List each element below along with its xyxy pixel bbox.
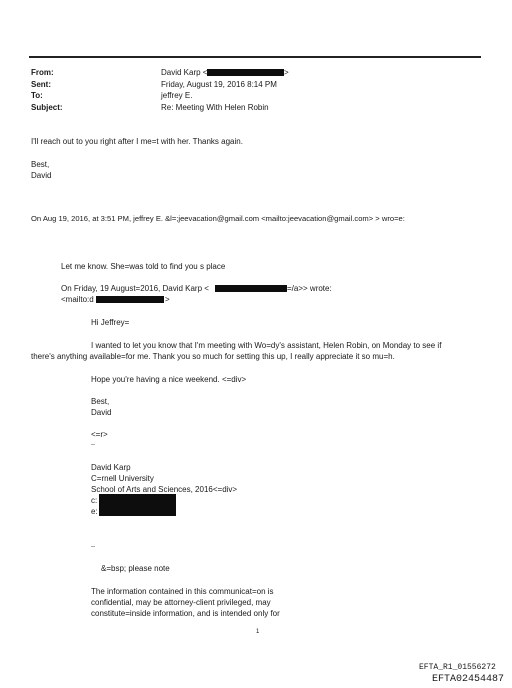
inner-quote-line2: <mailto:d — [61, 295, 94, 304]
from-label: From: — [31, 68, 54, 77]
body-paragraph-line1: I wanted to let you know that I'm meeting with Wo=dy's assistant, Helen Robin, on Monday to see if — [91, 341, 442, 350]
signature-school: School of Arts and Sciences, 2016<=div> — [91, 485, 238, 494]
quote-intro: On Aug 19, 2016, at 3:51 PM, jeffrey E. &l=;jeevacation@gmail.com <mailto:jeevacation@gmail.com> > wro=e: — [31, 214, 405, 223]
weekend-line: Hope you're having a nice weekend. <=div> — [91, 375, 247, 384]
signature-separator: -- — [91, 544, 95, 550]
signature-university: C=rnell University — [91, 474, 154, 483]
sent-value: Friday, August 19, 2016 8:14 PM — [161, 80, 277, 89]
header-divider — [29, 56, 481, 58]
to-label: To: — [31, 91, 43, 100]
reply-signature: David — [31, 171, 52, 180]
body-paragraph-line2: there's anything available=for me. Thank you so much for setting this up, I really appreciate it so mu=h. — [31, 352, 395, 361]
reply-line: I'll reach out to you right after I me=t with her. Thanks again. — [31, 137, 243, 146]
sent-label: Sent: — [31, 80, 51, 89]
to-value: jeffrey E. — [161, 91, 193, 100]
body-name: David — [91, 408, 112, 417]
redaction-box — [207, 69, 284, 76]
signature-email-label: e: — [91, 507, 98, 516]
bates-number-secondary: EFTA02454487 — [432, 674, 505, 685]
body-closing: Best, — [91, 397, 110, 406]
reply-closing: Best, — [31, 160, 50, 169]
bates-number-primary: EFTA_R1_01556272 — [419, 663, 496, 672]
subject-label: Subject: — [31, 103, 63, 112]
from-close: > — [284, 68, 289, 77]
greeting: Hi Jeffrey= — [91, 318, 130, 327]
redaction-box — [99, 494, 176, 516]
disclaimer-line1: The information contained in this communicat=on is — [91, 587, 274, 596]
disclaimer-line2: confidential, may be attorney-client privileged, may — [91, 598, 271, 607]
from-value: David Karp < — [161, 68, 208, 77]
jeffrey-message: Let me know. She=was told to find you s place — [61, 262, 226, 271]
page-number: 1 — [256, 629, 260, 635]
disclaimer-line3: constitute=inside information, and is intended only for — [91, 609, 280, 618]
inner-quote-line1: On Friday, 19 August=2016, David Karp < — [61, 284, 209, 293]
signature-phone-label: c: — [91, 496, 98, 505]
redaction-box — [96, 296, 164, 303]
redaction-box — [215, 285, 287, 292]
inner-quote-line1-end: =/a>> wrote: — [287, 284, 332, 293]
br-tag: <=r> — [91, 430, 108, 439]
signature-name: David Karp — [91, 463, 131, 472]
subject-value: Re: Meeting With Helen Robin — [161, 103, 269, 112]
nbsp-note: &=bsp; please note — [101, 564, 170, 573]
inner-quote-line2-end: > — [165, 295, 170, 304]
signature-separator: -- — [91, 442, 95, 448]
